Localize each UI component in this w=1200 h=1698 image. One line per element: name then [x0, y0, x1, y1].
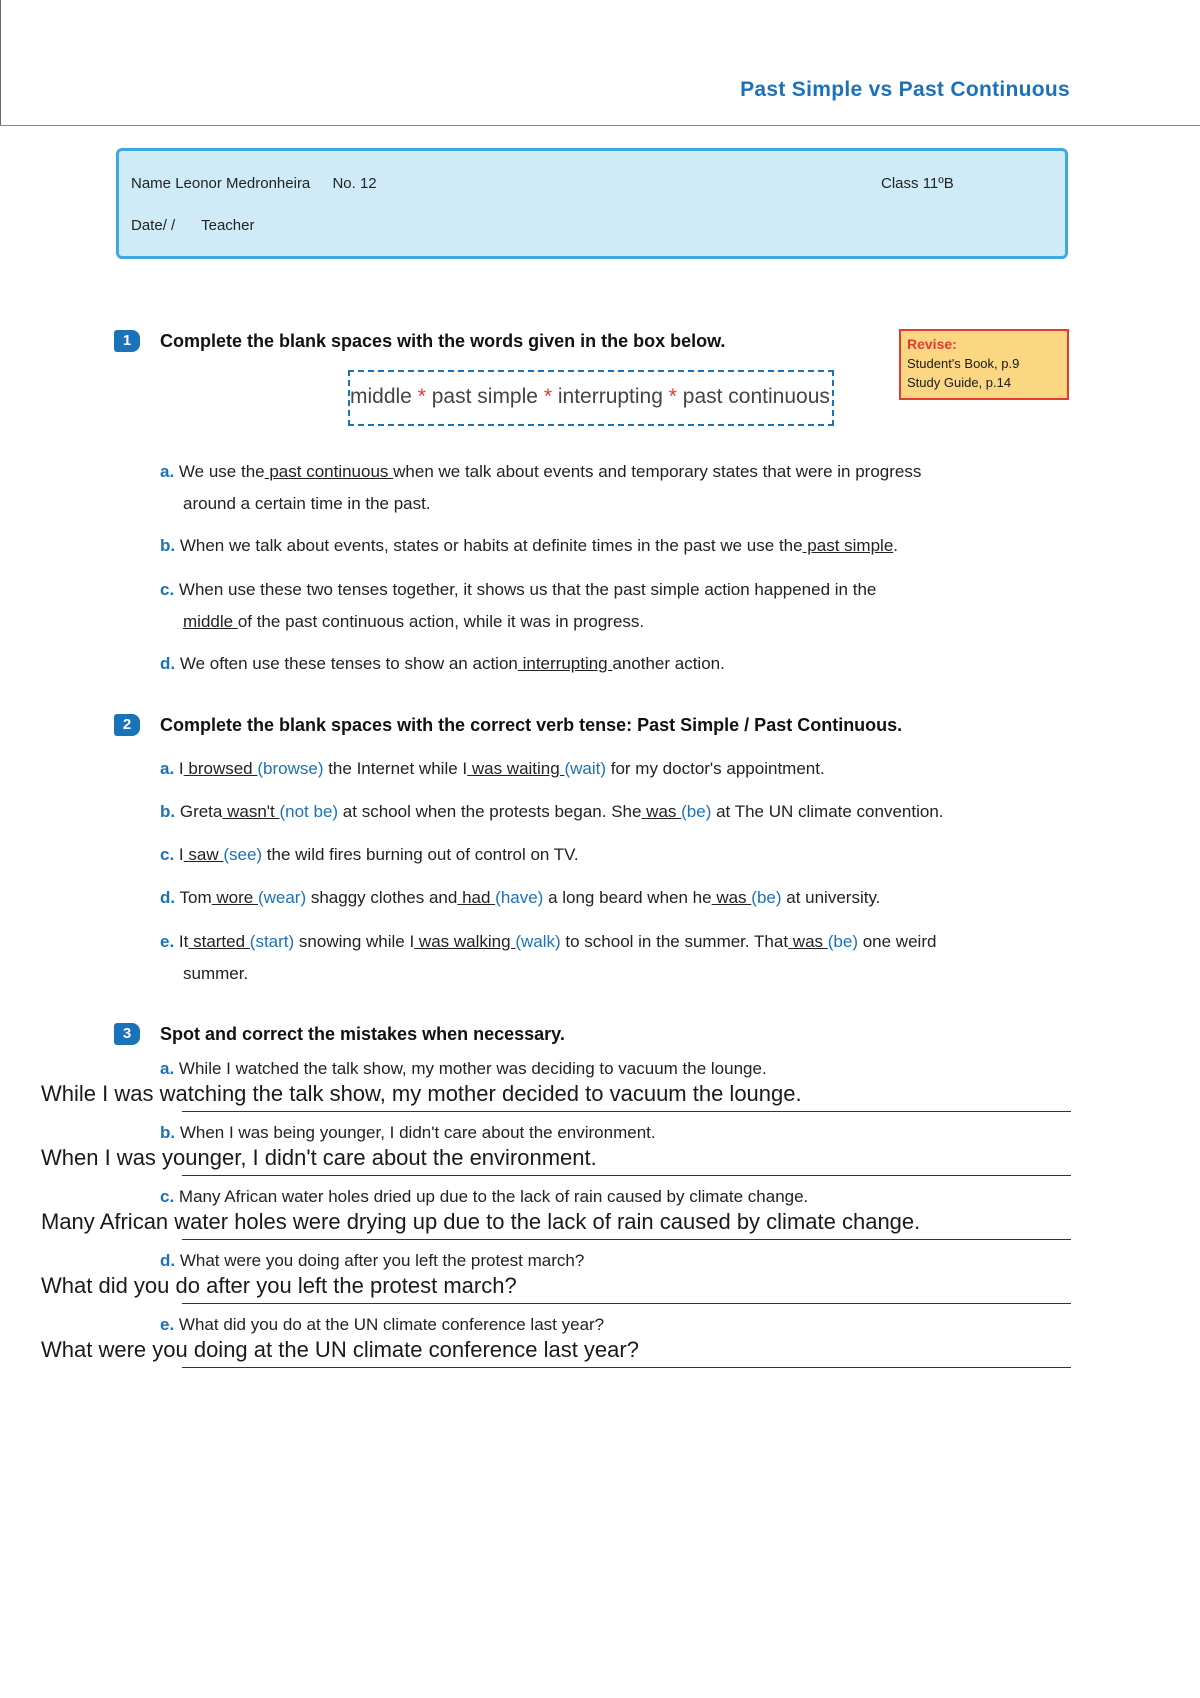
verb-hint: (walk): [515, 932, 561, 951]
answer-blank[interactable]: past continuous: [264, 462, 394, 481]
answer-line: [182, 1111, 1071, 1112]
verb-hint: (start): [249, 932, 295, 951]
word-box: [348, 370, 834, 426]
item-letter: a.: [160, 1059, 175, 1078]
answer-blank[interactable]: browsed: [183, 759, 258, 778]
word-interrupting: interrupting: [557, 385, 663, 408]
number-label: No.: [332, 175, 356, 192]
ex3-question-b: [160, 1123, 656, 1143]
answer-blank[interactable]: was: [711, 888, 752, 907]
star-separator: *: [668, 385, 677, 408]
item-text: shaggy clothes and: [306, 888, 458, 907]
star-separator: *: [417, 385, 426, 408]
date-label: Date: [131, 217, 163, 234]
item-letter: c.: [160, 580, 175, 599]
answer-line: [182, 1367, 1071, 1368]
verb-hint: (have): [495, 888, 544, 907]
answer-blank[interactable]: was: [788, 932, 828, 951]
item-text: Many African water holes dried up due to the lack of rain caused by climate change.: [178, 1187, 809, 1206]
answer-blank[interactable]: was: [641, 802, 682, 821]
item-text: What were you doing after you left the protest march?: [179, 1251, 585, 1270]
item-letter: d.: [160, 888, 176, 907]
item-letter: d.: [160, 1251, 176, 1270]
exercise-1-badge: 1: [114, 330, 140, 352]
item-text: When we talk about events, states or habits at definite times in the past we use the: [179, 536, 803, 555]
answer-line: [182, 1303, 1071, 1304]
teacher-label: Teacher: [201, 217, 255, 234]
ex1-item-d: [160, 648, 1060, 680]
item-text: summer.: [183, 964, 249, 983]
word-past-simple: past simple: [431, 385, 538, 408]
revise-title: Revise:: [907, 336, 957, 352]
exercise-3-instruction: Spot and correct the mistakes when necessary.: [160, 1024, 565, 1044]
revise-box: [899, 329, 1069, 400]
item-text: of the past continuous action, while it was in progress.: [237, 612, 645, 631]
item-text: Greta: [179, 802, 223, 821]
ex3-answer-b[interactable]: When I was younger, I didn't care about the environment.: [41, 1145, 597, 1170]
name-value[interactable]: Leonor Medronheira: [175, 175, 311, 192]
verb-hint: (be): [827, 932, 858, 951]
item-letter: c.: [160, 845, 175, 864]
answer-blank[interactable]: was walking: [414, 932, 516, 951]
item-text: snowing while I: [294, 932, 415, 951]
answer-blank[interactable]: had: [457, 888, 496, 907]
verb-hint: (be): [681, 802, 712, 821]
answer-blank[interactable]: wore: [211, 888, 258, 907]
item-letter: e.: [160, 932, 175, 951]
class-row: [881, 175, 954, 192]
item-text: at The UN climate convention.: [711, 802, 944, 821]
revise-study-guide: Study Guide, p.14: [907, 375, 1012, 390]
verb-hint: (be): [751, 888, 782, 907]
ex3-answer-a[interactable]: While I was watching the talk show, my mother decided to vacuum the lounge.: [41, 1081, 802, 1106]
item-text: While I watched the talk show, my mother was deciding to vacuum the lounge.: [178, 1059, 767, 1078]
verb-hint: (wait): [564, 759, 607, 778]
item-text: It: [178, 932, 189, 951]
answer-blank[interactable]: middle: [183, 612, 238, 631]
answer-blank[interactable]: was waiting: [467, 759, 565, 778]
item-text: .: [893, 536, 899, 555]
class-value[interactable]: 11ºB: [922, 175, 954, 192]
item-text: at university.: [781, 888, 881, 907]
ex3-answer-c[interactable]: Many African water holes were drying up due to the lack of rain caused by climate change.: [41, 1209, 921, 1234]
revise-students-book: Student's Book, p.9: [907, 356, 1020, 371]
verb-hint: (wear): [257, 888, 307, 907]
ex3-question-c: [160, 1187, 808, 1207]
item-text: What did you do at the UN climate conference last year?: [178, 1315, 605, 1334]
item-text: Tom: [179, 888, 212, 907]
date-value[interactable]: / /: [162, 217, 176, 234]
ex3-question-a: [160, 1059, 767, 1079]
item-text: one weird: [858, 932, 937, 951]
word-middle: middle: [350, 385, 412, 408]
verb-hint: (browse): [257, 759, 324, 778]
page-frame: [0, 0, 1200, 125]
item-letter: c.: [160, 1187, 175, 1206]
name-label: Name: [131, 175, 172, 192]
item-text: We use the: [178, 462, 265, 481]
item-letter: a.: [160, 462, 175, 481]
page-title: Past Simple vs Past Continuous: [740, 78, 1070, 101]
answer-line: [182, 1239, 1071, 1240]
answer-blank[interactable]: interrupting: [517, 654, 613, 673]
date-row: [131, 217, 254, 234]
ex2-item-d: [160, 882, 1060, 914]
name-row: [131, 175, 377, 192]
answer-blank[interactable]: past simple: [802, 536, 894, 555]
ex2-item-b: [160, 796, 1060, 828]
item-text: the Internet while I: [323, 759, 468, 778]
exercise-2-instruction: Complete the blank spaces with the correct verb tense: Past Simple / Past Continuous.: [160, 715, 903, 735]
answer-blank[interactable]: saw: [183, 845, 224, 864]
item-text: I: [178, 759, 184, 778]
item-text: the wild fires burning out of control on TV.: [262, 845, 579, 864]
item-letter: e.: [160, 1315, 175, 1334]
item-letter: b.: [160, 536, 176, 555]
student-info-box: [116, 148, 1068, 259]
answer-blank[interactable]: started: [188, 932, 250, 951]
ex1-item-c: [160, 574, 1060, 638]
item-text: I: [178, 845, 184, 864]
answer-blank[interactable]: wasn't: [222, 802, 280, 821]
item-text: to school in the summer. That: [560, 932, 789, 951]
verb-hint: (see): [223, 845, 263, 864]
item-text: a long beard when he: [543, 888, 712, 907]
answer-line: [182, 1175, 1071, 1176]
frame-top-rule: [0, 125, 1200, 126]
verb-hint: (not be): [279, 802, 339, 821]
item-letter: a.: [160, 759, 175, 778]
star-separator: *: [543, 385, 552, 408]
frame-left-border: [0, 0, 1, 125]
item-text: We often use these tenses to show an action: [179, 654, 518, 673]
item-letter: d.: [160, 654, 176, 673]
item-text: another action.: [612, 654, 725, 673]
item-text: around a certain time in the past.: [183, 494, 431, 513]
ex2-item-e: [160, 926, 1060, 990]
item-letter: b.: [160, 1123, 176, 1142]
word-past-continuous: past continuous: [682, 385, 830, 408]
exercise-2-badge: 2: [114, 714, 140, 736]
item-text: when we talk about events and temporary states that were in progress: [393, 462, 922, 481]
ex2-item-c: [160, 839, 1060, 871]
exercise-3-badge: 3: [114, 1023, 140, 1045]
item-letter: b.: [160, 802, 176, 821]
class-label: Class: [881, 175, 919, 192]
item-text: When use these two tenses together, it shows us that the past simple action happened in the: [178, 580, 877, 599]
number-value[interactable]: 12: [359, 175, 377, 192]
ex3-answer-d[interactable]: What did you do after you left the protest march?: [41, 1273, 517, 1298]
ex3-question-e: [160, 1315, 604, 1335]
item-text: for my doctor's appointment.: [606, 759, 825, 778]
ex1-item-b: [160, 530, 1060, 562]
ex3-answer-e[interactable]: What were you doing at the UN climate conference last year?: [41, 1337, 639, 1362]
ex3-question-d: [160, 1251, 584, 1271]
item-text: When I was being younger, I didn't care about the environment.: [179, 1123, 656, 1142]
ex1-item-a: [160, 456, 1060, 520]
ex2-item-a: [160, 753, 1060, 785]
exercise-1-instruction: Complete the blank spaces with the words given in the box below.: [160, 331, 726, 351]
item-text: at school when the protests began. She: [338, 802, 642, 821]
